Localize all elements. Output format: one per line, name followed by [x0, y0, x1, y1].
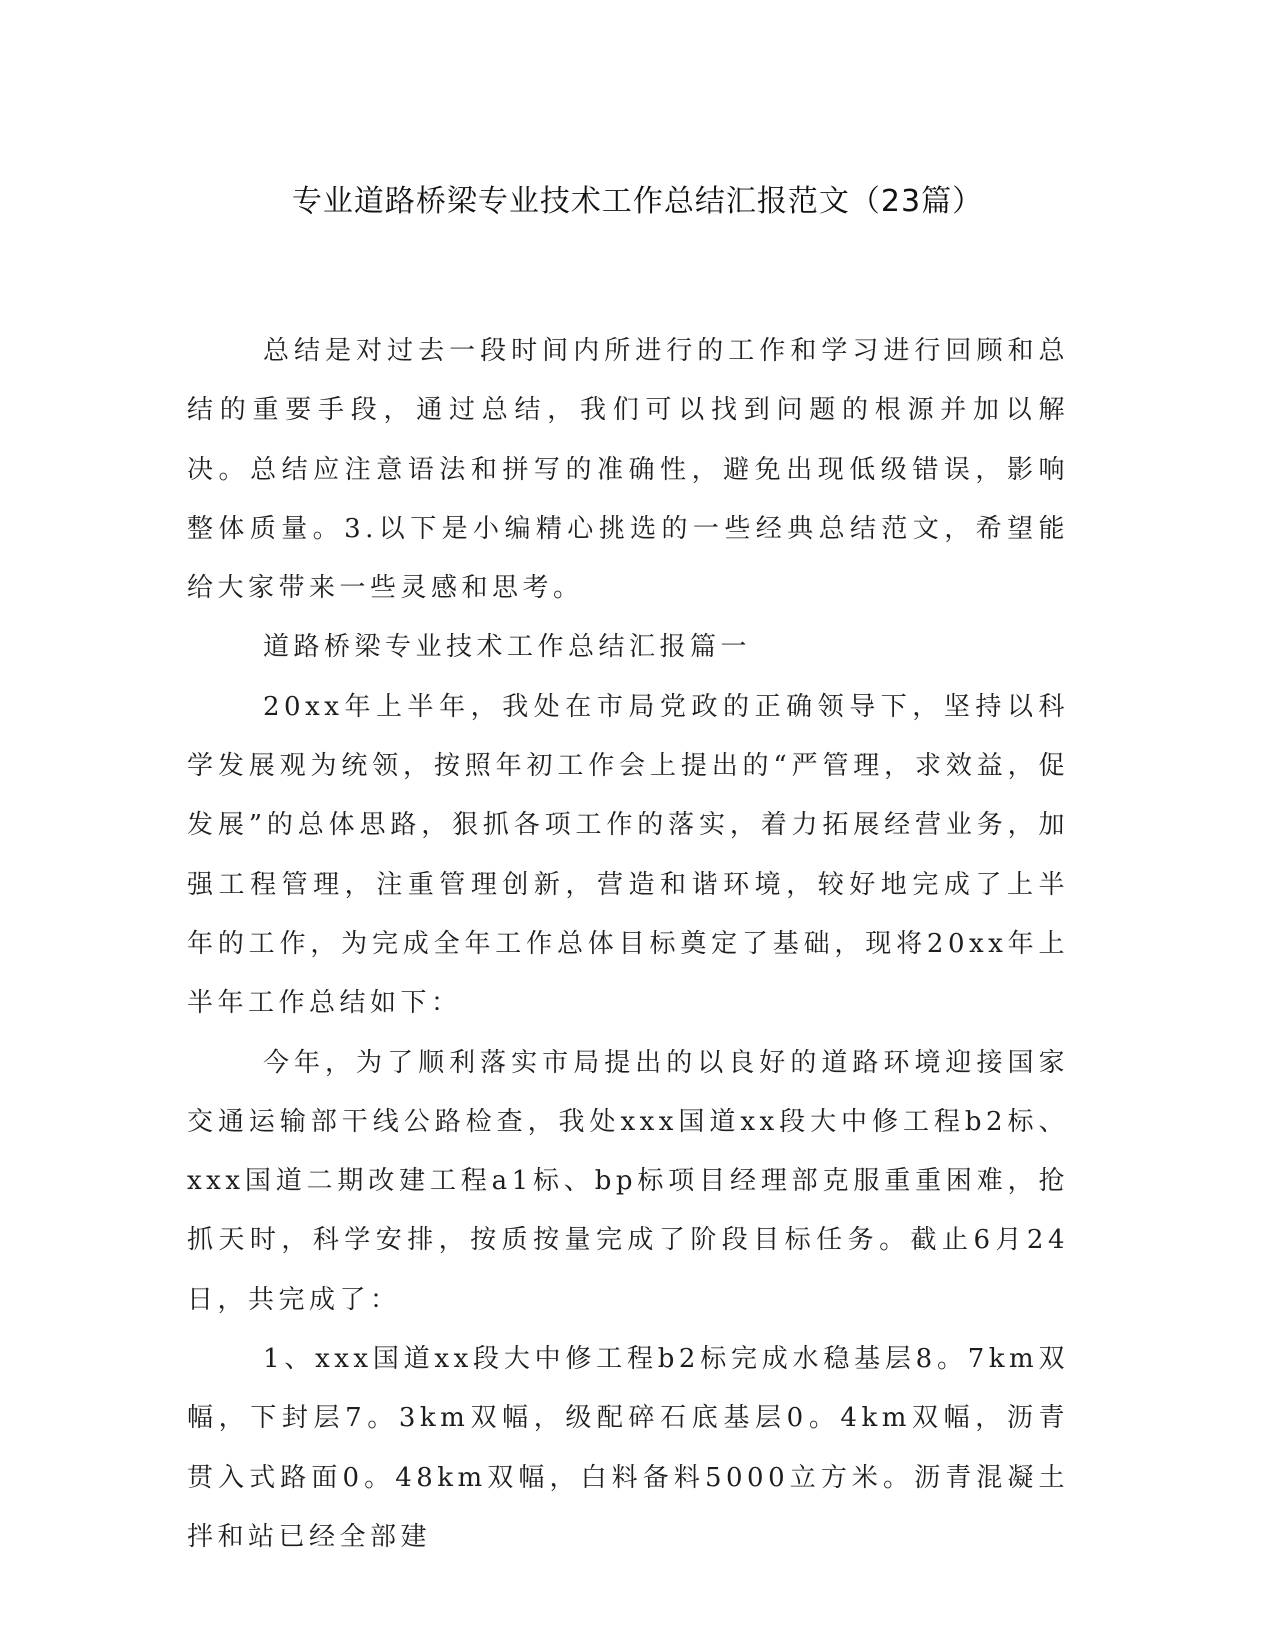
body-paragraph: 20xx年上半年，我处在市局党政的正确领导下，坚持以科学发展观为统领，按照年初工作会上提出的“严管理，求效益，促发展”的总体思路，狠抓各项工作的落实，着力拓展经营业务，加强工程管理，注重管理创新，营造和谐环境，较好地完成了上半年的工作，为完成全年工作总体目标奠定了基础，现将20xx年上半年工作总结如下： — [187, 691, 1069, 1019]
list-paragraph: 1、xxx国道xx段大中修工程b2标完成水稳基层8。7km双幅，下封层7。3km双幅，级配碎石底基层0。4km双幅，沥青贯入式路面0。48km双幅，白料备料5000立方米。沥青混凝土拌和站已经全部建 — [187, 1344, 1069, 1552]
document-body — [187, 322, 1069, 1567]
document-title: 专业道路桥梁专业技术工作总结汇报范文（23篇） — [291, 184, 984, 219]
body-paragraph: 今年，为了顺利落实市局提出的以良好的道路环境迎接国家交通运输部干线公路检查，我处xxx国道xx段大中修工程b2标、xxx国道二期改建工程a1标、bp标项目经理部克服重重困难，抢抓天时，科学安排，按质按量完成了阶段目标任务。截止6月24日，共完成了： — [187, 1047, 1069, 1315]
intro-paragraph: 总结是对过去一段时间内所进行的工作和学习进行回顾和总结的重要手段，通过总结，我们可以找到问题的根源并加以解决。总结应注意语法和拼写的准确性，避免出现低级错误，影响整体质量。3.以下是小编精心挑选的一些经典总结范文，希望能给大家带来一些灵感和思考。 — [187, 336, 1069, 604]
section-heading: 道路桥梁专业技术工作总结汇报篇一 — [263, 632, 752, 663]
